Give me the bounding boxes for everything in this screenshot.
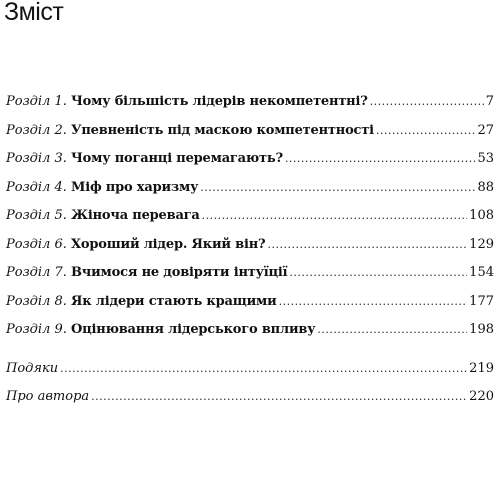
page-number: 219 (469, 360, 494, 376)
page-number: 154 (469, 265, 494, 280)
toc-entry-chapter-7[interactable] (6, 265, 494, 294)
chapter-title: Вчимося не довіряти інтуїції (71, 265, 288, 280)
toc-entry-chapter-5[interactable] (6, 208, 494, 237)
chapter-prefix: Розділ 3. (6, 151, 67, 166)
dot-leader (285, 152, 476, 165)
dot-leader (370, 95, 484, 108)
toc-entry-chapter-8[interactable] (6, 294, 494, 323)
page-number: 198 (469, 322, 494, 337)
chapter-prefix: Розділ 1. (6, 94, 67, 109)
toc-entry-acknowledgements[interactable] (6, 361, 494, 390)
page-number: 53 (477, 151, 494, 166)
chapter-prefix: Розділ 7. (6, 265, 67, 280)
page-title: Зміст (4, 0, 64, 26)
dot-leader (289, 266, 467, 279)
chapter-title: Міф про харизму (71, 179, 199, 195)
dot-leader (267, 238, 467, 251)
chapter-prefix: Розділ 8. (6, 293, 67, 309)
entry-title: Подяки (6, 360, 59, 376)
table-of-contents (6, 94, 494, 418)
page-number: 27 (477, 122, 494, 138)
toc-entry-chapter-1[interactable] (6, 94, 494, 123)
chapter-prefix: Розділ 4. (6, 179, 67, 195)
chapter-title: Як лідери стають кращими (71, 293, 277, 309)
chapter-title: Упевненість під маскою компетентності (71, 122, 374, 138)
page-number: 7 (485, 94, 494, 109)
chapter-title: Чому більшість лідерів некомпетентні? (71, 94, 368, 109)
entry-title: Про автора (6, 389, 90, 404)
page-number: 108 (469, 208, 494, 223)
chapter-prefix: Розділ 6. (6, 236, 67, 252)
toc-entry-chapter-4[interactable] (6, 180, 494, 209)
chapter-title: Хороший лідер. Який він? (71, 236, 266, 252)
toc-entry-chapter-9[interactable] (6, 322, 494, 351)
dot-leader (317, 323, 467, 336)
dot-leader (279, 295, 468, 308)
page-number: 177 (469, 293, 494, 309)
dot-leader (60, 362, 467, 375)
chapter-prefix: Розділ 9. (6, 322, 67, 337)
dot-leader (202, 209, 468, 222)
page-number: 88 (477, 179, 494, 195)
toc-entry-chapter-6[interactable] (6, 237, 494, 266)
chapter-prefix: Розділ 5. (6, 208, 67, 223)
toc-entry-chapter-2[interactable] (6, 123, 494, 152)
toc-entry-chapter-3[interactable] (6, 151, 494, 180)
dot-leader (200, 181, 475, 194)
page-number: 129 (469, 236, 494, 252)
toc-entry-about-author[interactable] (6, 389, 494, 418)
chapter-prefix: Розділ 2. (6, 122, 67, 138)
page-number: 220 (469, 389, 494, 404)
chapter-title: Жіноча перевага (71, 208, 200, 223)
dot-leader (376, 124, 476, 137)
chapter-title: Оцінювання лідерського впливу (71, 322, 316, 337)
chapter-title: Чому поганці перемагають? (71, 151, 283, 166)
dot-leader (91, 390, 467, 403)
